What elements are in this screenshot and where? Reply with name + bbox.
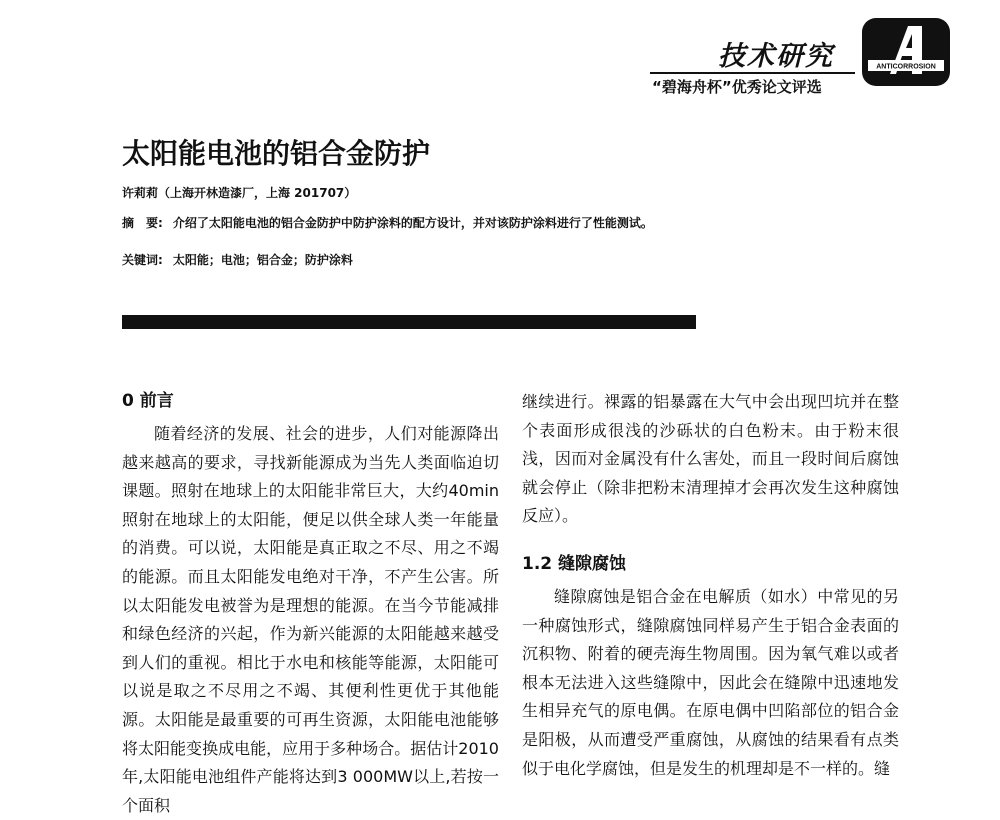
competition-subtitle: “碧海舟杯”优秀论文评选: [652, 78, 822, 96]
section-header: 技术研究: [718, 41, 834, 72]
section-heading-crevice-corrosion: 1.2 缝隙腐蚀: [522, 553, 627, 574]
keywords-text: 太阳能；电池；铝合金；防护涂料: [172, 253, 353, 267]
left-column: [122, 388, 499, 820]
abstract-label: 摘 要:: [122, 216, 163, 230]
author-line: 许莉莉（上海开林造漆厂，上海 201707）: [122, 186, 357, 200]
section-heading-intro: 0 前言: [122, 391, 174, 411]
divider-bar: [122, 315, 696, 329]
abstract: [122, 214, 653, 231]
header-rule: [650, 72, 855, 74]
abstract-text: 介绍了太阳能电池的铝合金防护中防护涂料的配方设计，并对该防护涂料进行了性能测试。: [172, 216, 653, 230]
anticorrosion-logo: [860, 16, 952, 88]
intro-paragraph: 随着经济的发展、社会的进步，人们对能源降出越来越高的要求，寻找新能源成为当先人类面临迫切课题。照射在地球上的太阳能非常巨大，大约40min照射在地球上的太阳能，便足以供全球人类一年能量的消费。可以说，太阳能是真正取之不尽、用之不竭的能源。而且太阳能发电绝对干净，不产生公害。所以太阳能发电被誉为是理想的能源。在当今节能减排和绿色经济的兴起，作为新兴能源的太阳能越来越受到人们的重视。相比于水电和核能等能源，太阳能可以说是取之不尽用之不竭、其便利性更优于其他能源。太阳能是最重要的可再生资源，太阳能电池能够将太阳能变换成电能，应用于多种场合。据估计2010年,太阳能电池组件产能将达到3 000MW以上,若按一个面积: [122, 424, 499, 815]
keywords: [122, 251, 353, 268]
paper-title: 太阳能电池的铝合金防护: [122, 137, 431, 170]
right-column: [522, 388, 899, 783]
crevice-corrosion-paragraph: 缝隙腐蚀是铝合金在电解质（如水）中常见的另一种腐蚀形式，缝隙腐蚀同样易产生于铝合金表面的沉积物、附着的硬壳海生物周围。因为氧气难以或者根本无法进入这些缝隙中，因此会在缝隙中迅速地发生相异充气的原电偶。在原电偶中凹陷部位的铝合金是阳极，从而遭受严重腐蚀，从腐蚀的结果看有点类似于电化学腐蚀，但是发生的机理却是不一样的。缝: [522, 586, 899, 778]
continued-paragraph: 继续进行。裸露的铝暴露在大气中会出现凹坑并在整个表面形成很浅的沙砾状的白色粉末。由于粉末很浅，因而对金属没有什么害处，而且一段时间后腐蚀就会停止（除非把粉末清理掉才会再次发生这种腐蚀反应）。: [522, 392, 899, 526]
logo-text: ANTICORROSION: [876, 63, 936, 71]
keywords-label: 关键词:: [122, 253, 163, 267]
